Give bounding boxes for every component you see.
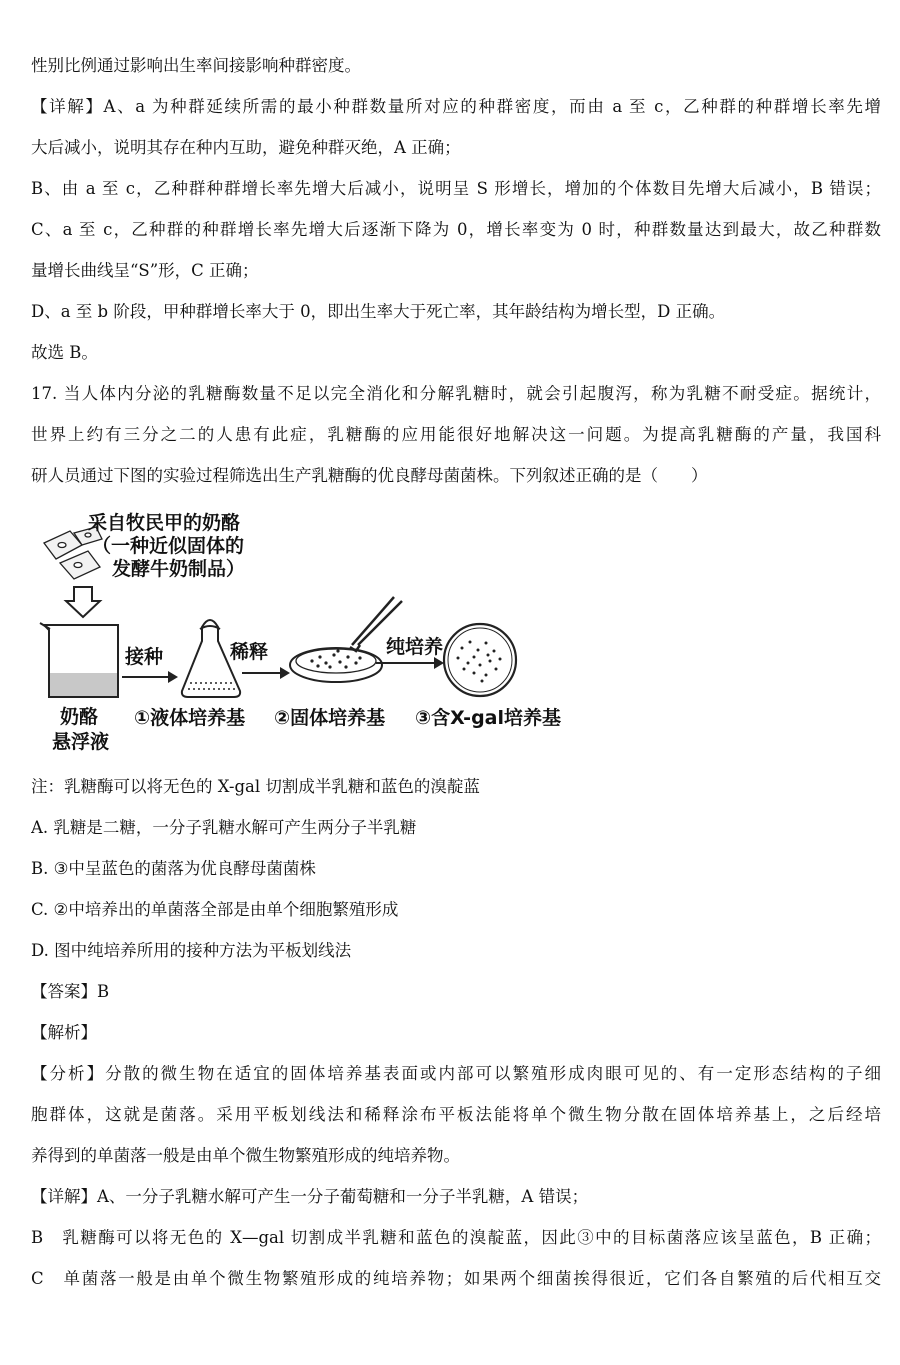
analysis-text: 【分析】分散的微生物在适宜的固体培养基表面或内部可以繁殖形成肉眼可见的、有一定形态结构的子细 [31,1064,881,1083]
arrow-right-icon [168,671,178,683]
analysis-text: 养得到的单菌落一般是由单个微生物繁殖形成的纯培养物。 [31,1146,460,1165]
step-label-inoculate: 接种 [125,646,164,668]
question-17-stem: 17. 当人体内分泌的乳糖酶数量不足以完全消化和分解乳糖时，就会引起腹泻，称为乳糖不耐受症。据统计， [31,384,881,403]
medium-label-liquid: ①液体培养基 [134,707,246,729]
arrow-right-icon [434,657,444,669]
analysis-text: 胞群体，这就是菌落。采用平板划线法和稀释涂布平板法能将单个微生物分散在固体培养基上，之后经培 [31,1105,881,1124]
text-line: 【详解】A、a 为种群延续所需的最小种群数量所对应的种群密度，而由 a 至 c，乙种群的种群增长率先增 [31,97,881,116]
experiment-diagram [30,505,590,755]
beaker-label: 奶酪 [60,706,99,728]
beaker-label: 悬浮液 [52,731,110,753]
source-label: 采自牧民甲的奶酪 [88,512,241,534]
option-c: C. ②中培养出的单菌落全部是由单个细胞繁殖形成 [31,900,399,919]
answer: 【答案】B [31,982,110,1001]
beaker-icon [40,623,118,697]
text-line: B、由 a 至 c，乙种群种群增长率先增大后减小，说明呈 S 形增长，增加的个体数目先增大后减小，B 错误； [31,179,881,198]
text-line: 故选 B。 [31,343,98,362]
colony-plate-icon [444,624,516,696]
step-label-pure-culture: 纯培养 [386,636,444,658]
option-a: A. 乳糖是二糖，一分子乳糖水解可产生两分子半乳糖 [31,818,417,837]
text-line: D、a 至 b 阶段，甲种群增长率大于 0，即出生率大于死亡率，其年龄结构为增长型，D 正确。 [31,302,726,321]
step-label-dilute: 稀释 [230,641,269,663]
detail-text: B 乳糖酶可以将无色的 X—gal 切割成半乳糖和蓝色的溴靛蓝，因此③中的目标菌落应该呈蓝色，B 正确； [31,1228,881,1247]
option-b: B. ③中呈蓝色的菌落为优良酵母菌菌株 [31,859,316,878]
analysis-heading: 【解析】 [31,1023,97,1042]
text-line: 量增长曲线呈“S”形，C 正确； [31,261,259,280]
question-17-stem: 世界上约有三分之二的人患有此症，乳糖酶的应用能很好地解决这一问题。为提高乳糖酶的产量，我国科 [31,425,881,444]
detail-text: C 单菌落一般是由单个微生物繁殖形成的纯培养物；如果两个细菌挨得很近，它们各自繁殖的后代相互交 [31,1269,881,1288]
source-label: （一种近似固体的 [92,535,245,557]
arrow-right-icon [280,667,290,679]
option-d: D. 图中纯培养所用的接种方法为平板划线法 [31,941,352,960]
petri-dish-icon [290,648,382,682]
question-17-stem: 研人员通过下图的实验过程筛选出生产乳糖酶的优良酵母菌菌株。下列叙述正确的是（ ） [31,466,708,485]
medium-label-solid: ②固体培养基 [274,707,386,729]
text-line: 性别比例通过影响出生率间接影响种群密度。 [31,56,361,75]
medium-label-xgal: ③含X-gal培养基 [415,707,562,729]
figure-note: 注：乳糖酶可以将无色的 X-gal 切割成半乳糖和蓝色的溴靛蓝 [31,777,480,796]
source-label: 发酵牛奶制品） [112,558,246,580]
detail-text: 【详解】A、一分子乳糖水解可产生一分子葡萄糖和一分子半乳糖，A 错误； [31,1187,589,1206]
text-line: 大后减小，说明其存在种内互助，避免种群灭绝，A 正确； [31,138,461,157]
down-arrow-icon [66,587,100,617]
text-line: C、a 至 c，乙种群的种群增长率先增大后逐渐下降为 0，增长率变为 0 时，种群数量达到最大，故乙种群数 [31,220,881,239]
